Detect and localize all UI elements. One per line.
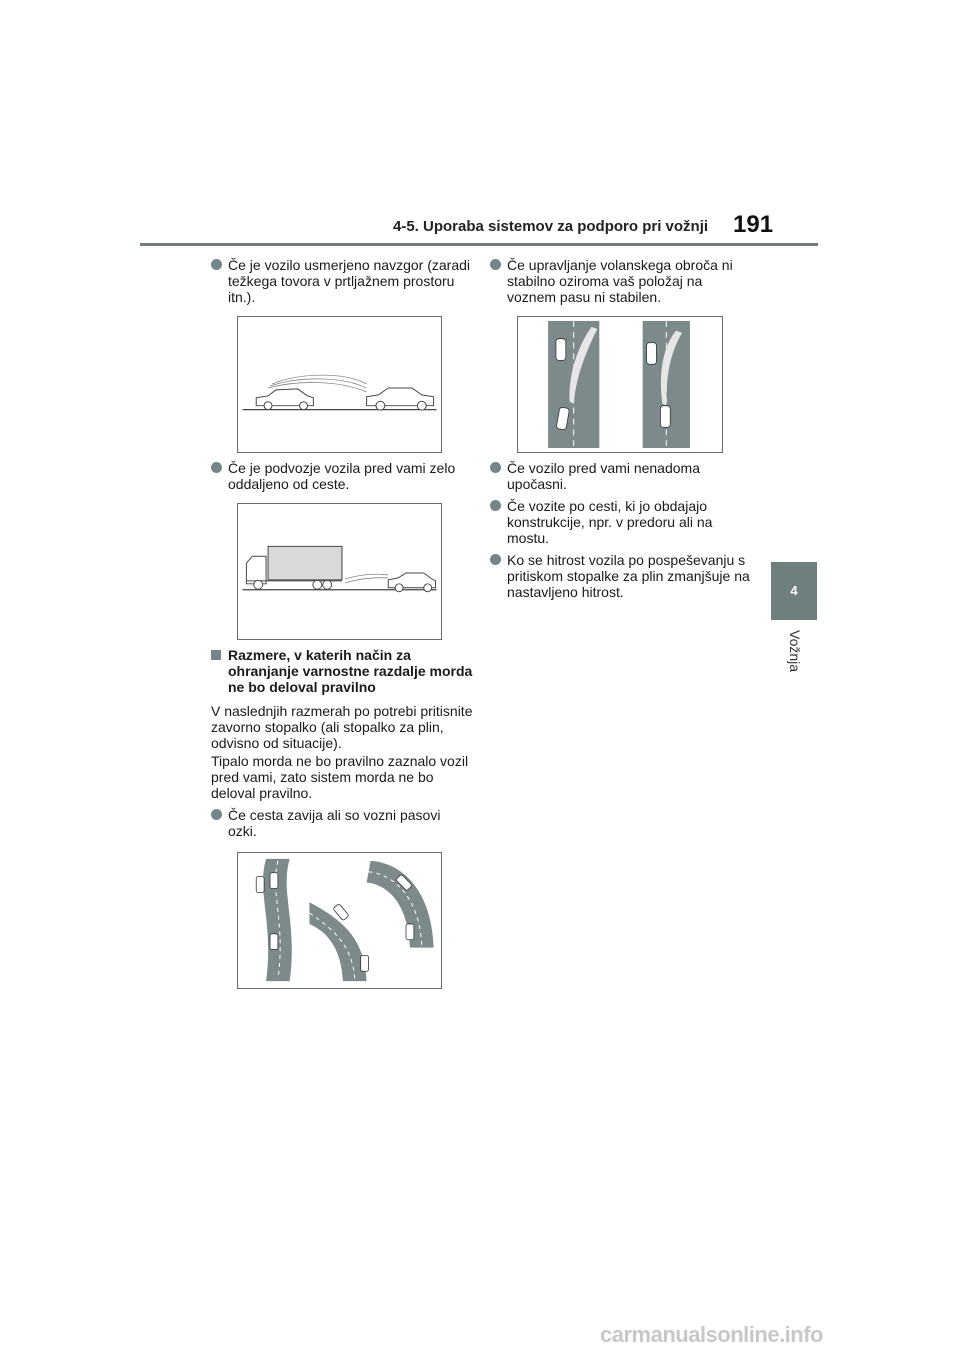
paragraph: Tipalo morda ne bo pravilno zaznalo vozil pred vami, zato sistem morda ne bo deloval pravilno. <box>211 753 469 801</box>
bullet-icon <box>211 462 222 473</box>
list-item <box>490 498 755 546</box>
illustration-lanes <box>518 317 722 452</box>
header-divider <box>140 243 818 246</box>
illustration-truck <box>238 504 441 639</box>
list-item <box>490 460 755 492</box>
list-item <box>490 552 755 600</box>
bullet-icon <box>490 554 501 565</box>
list-item-text: Če vozite po cesti, ki jo obdajajo konstrukcije, npr. v predoru ali na mostu. <box>507 498 713 546</box>
list-item <box>490 257 755 305</box>
list-item-text: Če je podvozje vozila pred vami zelo oddaljeno od ceste. <box>228 460 456 492</box>
figure-curved-roads <box>237 852 442 989</box>
illustration-tilted-car <box>238 317 441 452</box>
list-item <box>211 460 473 492</box>
square-bullet-icon <box>211 650 221 660</box>
figure-rear-loaded-vehicle <box>237 316 442 453</box>
bullet-icon <box>490 500 501 511</box>
chapter-title: 4-5. Uporaba sistemov za podporo pri vožnji <box>393 218 709 235</box>
chapter-tab-label: Vožnja <box>787 630 803 673</box>
figure-unstable-steering <box>517 316 723 453</box>
illustration-curves <box>238 853 441 988</box>
list-item <box>211 807 473 839</box>
list-item-text: Če je vozilo usmerjeno navzgor (zaradi težkega tovora v prtljažnem prostoru itn.). <box>228 257 470 305</box>
bullet-icon <box>490 259 501 270</box>
list-item-text: Če upravljanje volanskega obroča ni stabilno oziroma vaš položaj na voznem pasu ni stabilen. <box>507 257 733 305</box>
bullet-icon <box>490 462 501 473</box>
bullet-icon <box>211 259 222 270</box>
paragraph: V naslednjih razmerah po potrebi pritisnite zavorno stopalko (ali stopalko za plin, odvisno od situacije). <box>211 703 473 751</box>
list-item-text: Če vozilo pred vami nenadoma upočasni. <box>507 460 700 492</box>
page-number: 191 <box>733 211 774 238</box>
figure-high-truck <box>237 503 442 640</box>
section-heading-text: Razmere, v katerih način za ohranjanje varnostne razdalje morda ne bo deloval pravilno <box>228 647 473 695</box>
chapter-tab[interactable]: 4 <box>771 562 817 620</box>
list-item-text: Če cesta zavija ali so vozni pasovi ozki. <box>228 807 441 839</box>
list-item-text: Ko se hitrost vozila po pospeševanju s pritiskom stopalke za plin zmanjšuje na nastavljeno hitrost. <box>507 552 750 600</box>
watermark: carmanualsonline.info <box>600 1322 823 1347</box>
section-heading <box>211 647 473 695</box>
list-item <box>211 257 473 305</box>
bullet-icon <box>211 809 222 820</box>
